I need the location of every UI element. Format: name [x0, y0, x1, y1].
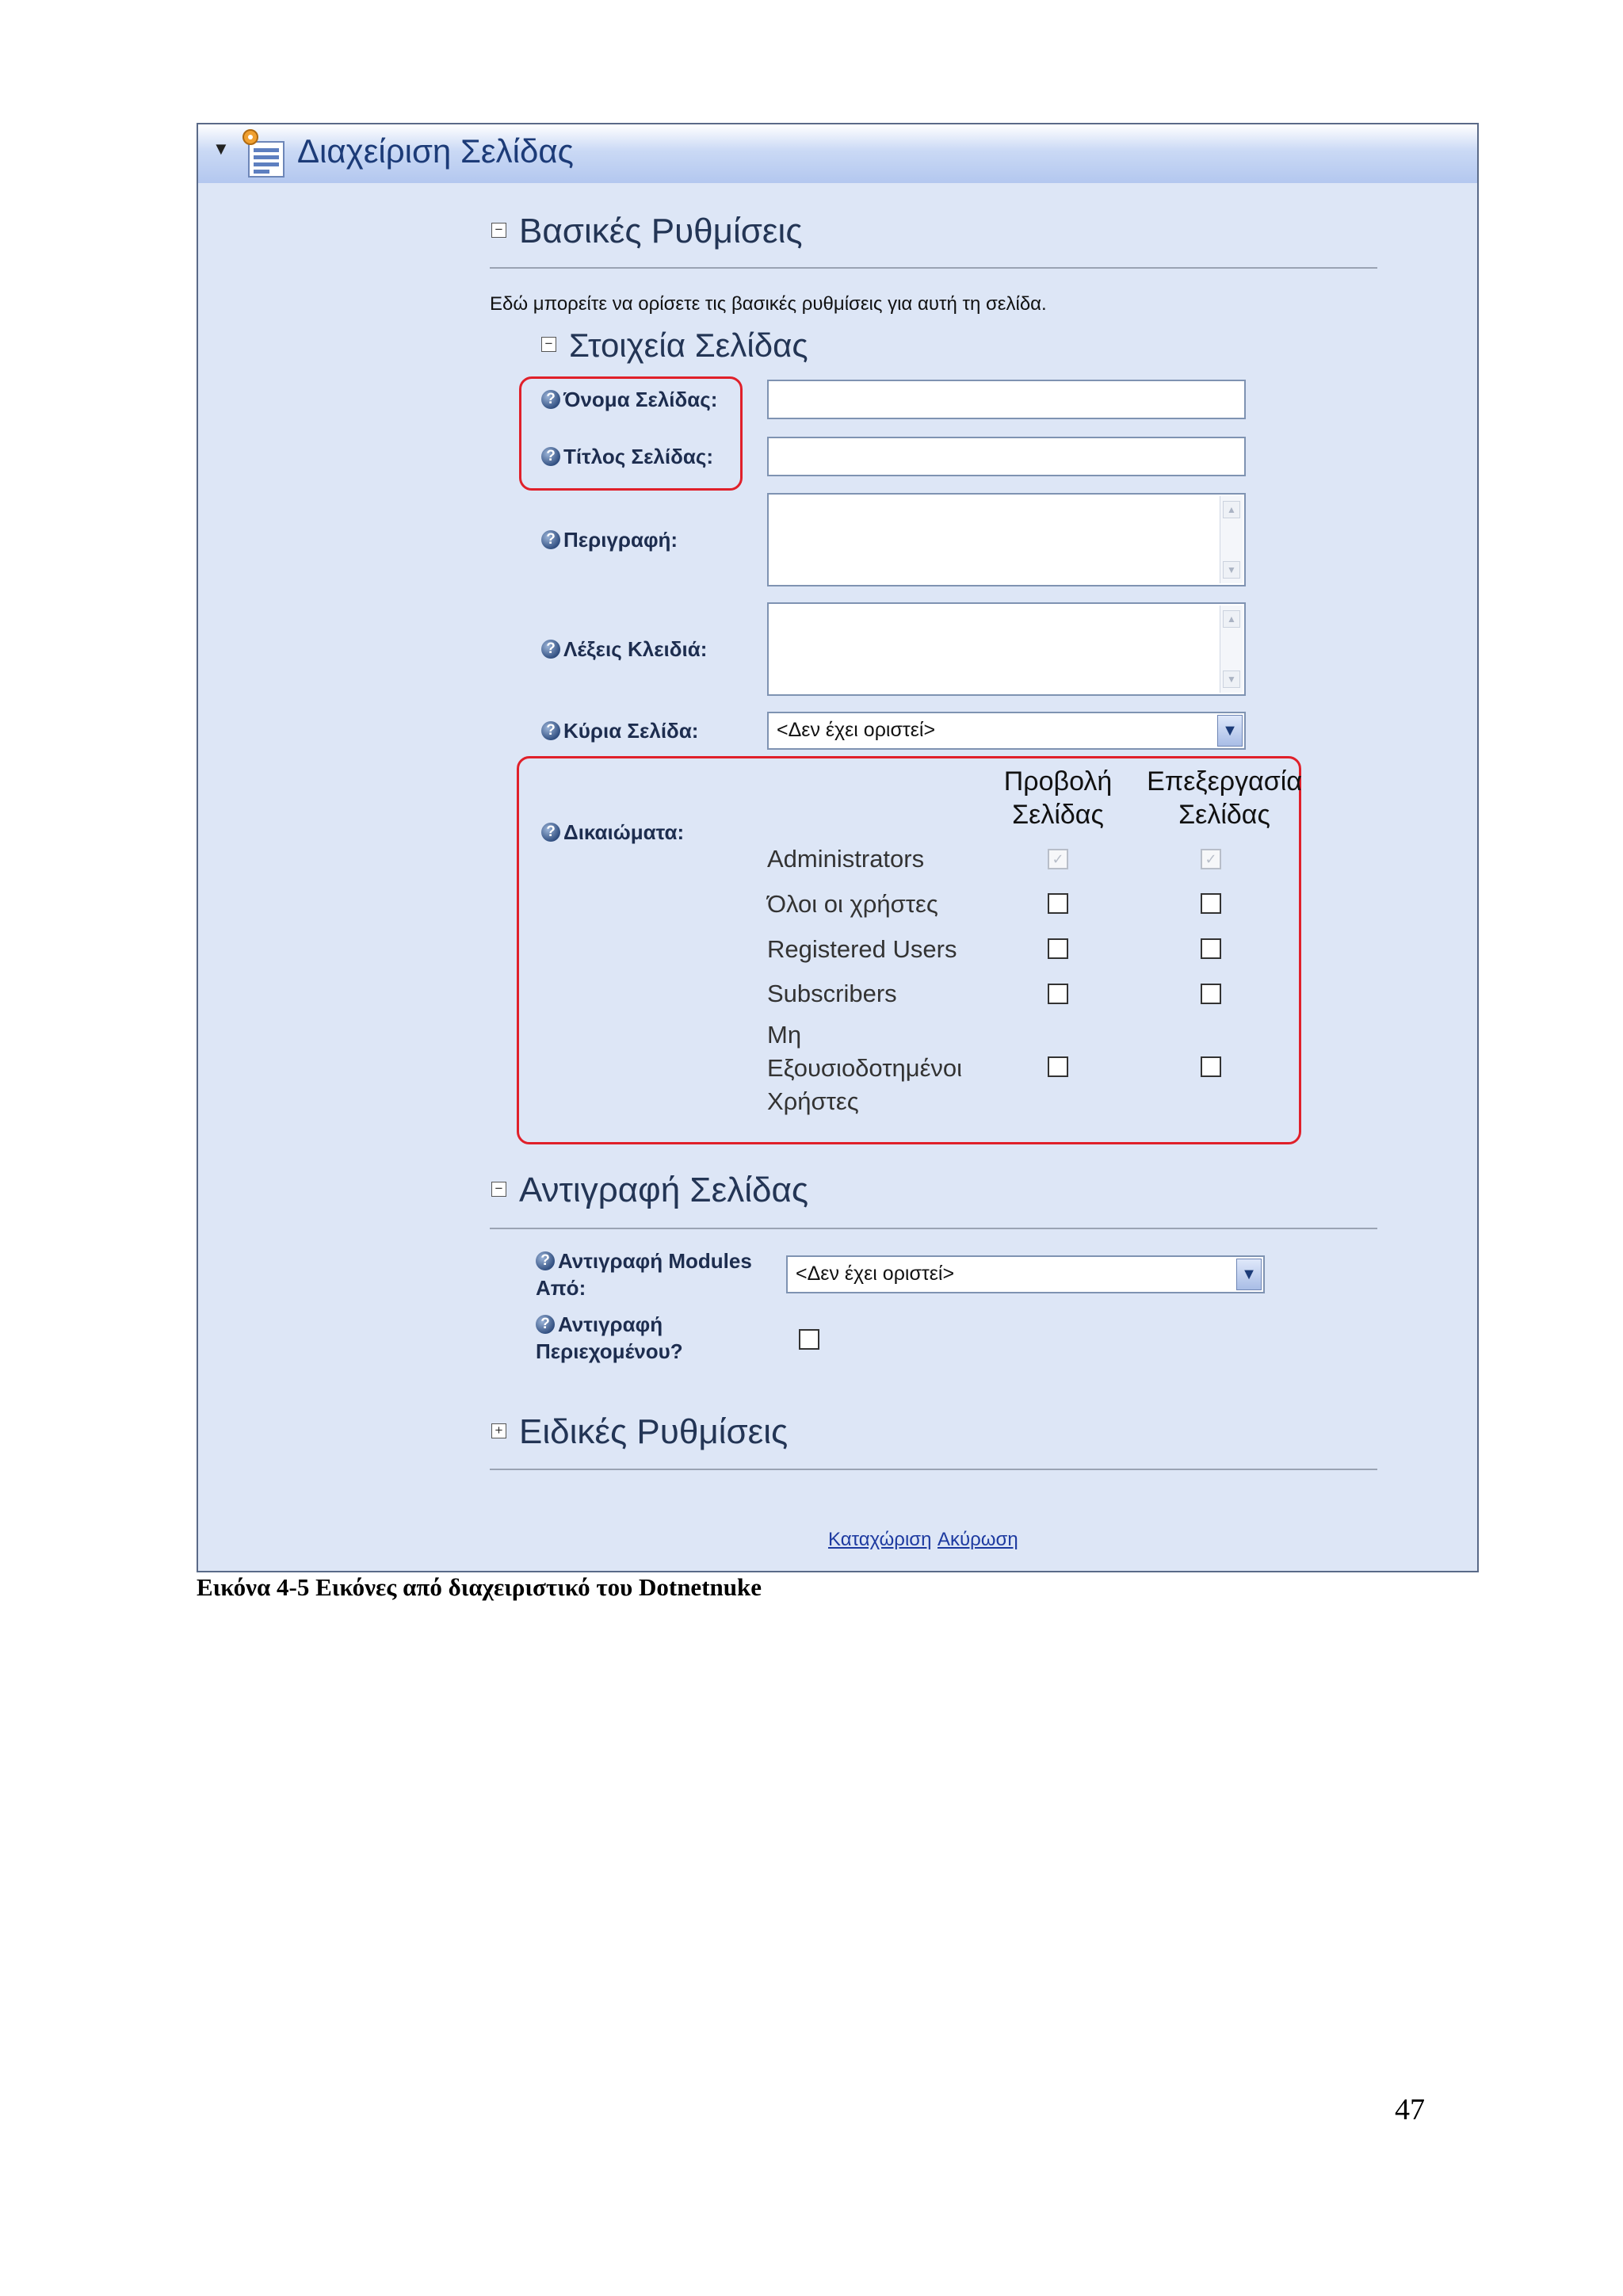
collapse-icon[interactable]: − — [491, 223, 506, 238]
copy-page-header[interactable] — [491, 1171, 808, 1210]
collapse-arrow-icon[interactable]: ▼ — [212, 139, 230, 159]
copy-content-checkbox[interactable] — [799, 1329, 819, 1350]
keywords-label: ? Λέξεις Κλειδιά: — [541, 636, 707, 663]
page-settings-icon — [239, 128, 290, 184]
checkbox-edit-subscribers[interactable] — [1201, 984, 1221, 1004]
checkbox-view-unauthenticated-users[interactable] — [1048, 1056, 1068, 1077]
description-label: ? Περιγραφή: — [541, 526, 678, 553]
chevron-down-icon[interactable]: ▼ — [1236, 1259, 1262, 1290]
parent-page-select[interactable] — [767, 712, 1246, 750]
expand-icon[interactable]: + — [491, 1423, 506, 1438]
copy-modules-select[interactable] — [786, 1255, 1265, 1293]
help-icon[interactable]: ? — [541, 447, 560, 466]
cancel-link[interactable]: Ακύρωση — [938, 1529, 1018, 1550]
scroll-up-icon[interactable]: ▲ — [1223, 610, 1240, 628]
checkbox-edit-all-users[interactable] — [1201, 893, 1221, 914]
divider — [490, 1228, 1377, 1229]
parent-page-label: ? Κύρια Σελίδα: — [541, 717, 698, 744]
scroll-down-icon[interactable]: ▼ — [1223, 670, 1240, 688]
checkbox-view-registered-users[interactable] — [1048, 938, 1068, 959]
page-number: 47 — [1395, 2093, 1425, 2126]
scrollbar[interactable] — [1220, 606, 1243, 693]
page-title-input[interactable] — [767, 437, 1246, 476]
scroll-down-icon[interactable]: ▼ — [1223, 561, 1240, 579]
help-icon[interactable]: ? — [541, 823, 560, 842]
page-details-header[interactable] — [541, 327, 808, 365]
role-unauthenticated-users: Μη Εξουσιοδοτημένοι Χρήστες — [767, 1021, 963, 1115]
role-administrators: Administrators — [767, 845, 925, 873]
basic-settings-header[interactable] — [491, 212, 803, 251]
help-icon[interactable]: ? — [541, 530, 560, 549]
copy-page-title: Αντιγραφή Σελίδας — [519, 1171, 809, 1209]
role-subscribers: Subscribers — [767, 980, 897, 1007]
edit-permission-header: Επεξεργασία Σελίδας — [1147, 766, 1302, 830]
collapse-icon[interactable]: − — [541, 337, 556, 352]
parent-page-value: <Δεν έχει οριστεί> — [777, 719, 936, 741]
help-icon[interactable]: ? — [536, 1315, 555, 1334]
checkbox-edit-registered-users[interactable] — [1201, 938, 1221, 959]
checkbox-view-all-users[interactable] — [1048, 893, 1068, 914]
copy-modules-label: ? Αντιγραφή Modules Από: — [536, 1249, 752, 1300]
description-textarea[interactable] — [767, 493, 1246, 586]
checkbox-edit-unauthenticated-users[interactable] — [1201, 1056, 1221, 1077]
role-registered-users: Registered Users — [767, 935, 957, 963]
role-all-users: Όλοι οι χρήστες — [767, 890, 938, 918]
chevron-down-icon[interactable]: ▼ — [1217, 715, 1243, 747]
advanced-settings-header[interactable] — [491, 1412, 788, 1452]
title-bar — [198, 124, 1477, 183]
screenshot-frame — [197, 123, 1479, 1572]
window-title: Διαχείριση Σελίδας — [297, 132, 574, 170]
checkbox-view-subscribers[interactable] — [1048, 984, 1068, 1004]
keywords-textarea[interactable] — [767, 602, 1246, 696]
divider — [490, 267, 1377, 269]
save-link[interactable]: Καταχώριση — [828, 1529, 932, 1550]
basic-settings-description: Εδώ μπορείτε να ορίσετε τις βασικές ρυθμίσεις για αυτή τη σελίδα. — [490, 293, 1047, 315]
basic-settings-title: Βασικές Ρυθμίσεις — [519, 212, 803, 250]
permissions-label: ? Δικαιώματα: — [541, 819, 684, 846]
help-icon[interactable]: ? — [541, 721, 560, 740]
page-name-label: ? Όνομα Σελίδας: — [541, 386, 717, 413]
copy-content-label: ? Αντιγραφή Περιεχομένου? — [536, 1312, 683, 1363]
divider — [490, 1469, 1377, 1470]
page-title-label: ? Τίτλος Σελίδας: — [541, 443, 713, 470]
copy-modules-value: <Δεν έχει οριστεί> — [796, 1263, 955, 1285]
view-permission-header: Προβολή Σελίδας — [1003, 766, 1113, 830]
help-icon[interactable]: ? — [536, 1251, 555, 1270]
scroll-up-icon[interactable]: ▲ — [1223, 501, 1240, 518]
checkbox-edit-administrators: ✓ — [1201, 849, 1221, 869]
collapse-icon[interactable]: − — [491, 1182, 506, 1197]
page-name-input[interactable] — [767, 380, 1246, 419]
help-icon[interactable]: ? — [541, 640, 560, 659]
help-icon[interactable]: ? — [541, 390, 560, 409]
page-details-title: Στοιχεία Σελίδας — [569, 327, 808, 364]
checkbox-view-administrators: ✓ — [1048, 849, 1068, 869]
advanced-settings-title: Ειδικές Ρυθμίσεις — [519, 1412, 789, 1451]
figure-caption: Εικόνα 4-5 Εικόνες από διαχειριστικό του Dotnetnuke — [197, 1573, 762, 1601]
scrollbar[interactable] — [1220, 496, 1243, 583]
